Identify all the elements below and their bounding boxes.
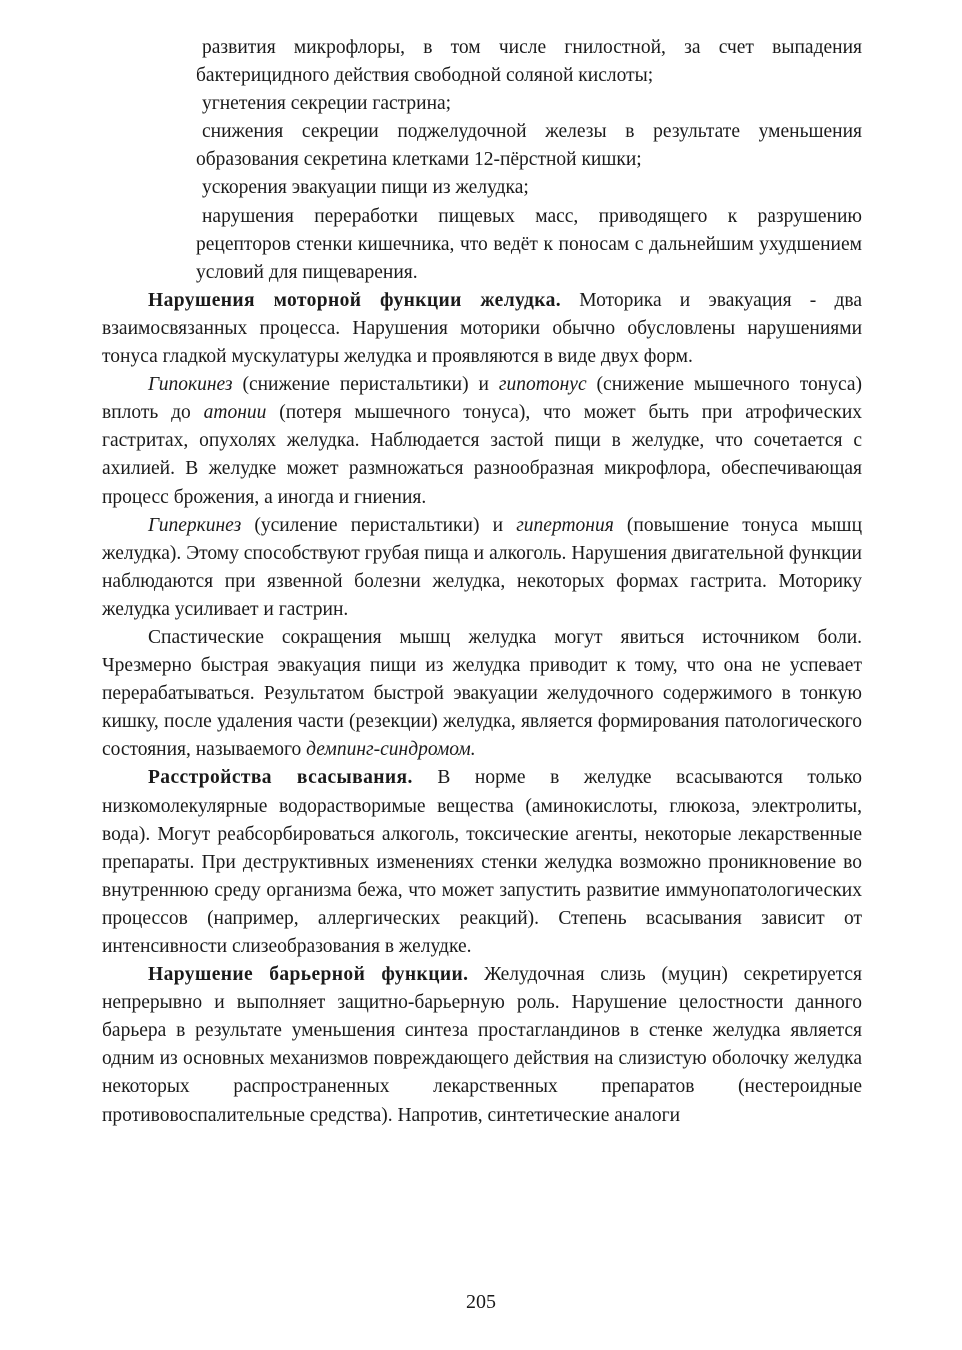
consequence-list <box>102 34 862 287</box>
paragraph-text: (повышение тонуса мышц желудка). Этому способствуют грубая пища и алкоголь. Нарушения двигательной функции наблюдаются при язвенной болезни желудка, некоторых формах гастрита. Моторику желудка усиливает и гастрин. <box>102 514 862 620</box>
term-dumping-syndrome: демпинг-синдромом. <box>306 739 476 761</box>
motor-function-heading: Нарушения моторной функции желудка. <box>148 289 562 311</box>
hypokinesis-paragraph <box>102 371 862 511</box>
hyperkinesis-paragraph <box>102 512 862 624</box>
term-atonia: атонии <box>203 402 267 424</box>
list-item: развития микрофлоры, в том числе гнилостной, за счет выпадения бактерицидного действия свободной соляной кислоты; <box>196 37 862 87</box>
term-hyperkinesis: Гиперкинез <box>148 514 242 536</box>
term-hypertonia: гипертония <box>516 514 614 536</box>
spastic-paragraph <box>102 624 862 764</box>
page-body <box>102 34 862 1130</box>
paragraph-text: Спастические сокращения мышц желудка могут явиться источником боли. Чрезмерно быстрая эвакуация пищи из желудка приводит к тому, что она не успевает перерабатываться. Результатом быстрой эвакуации желудочного содержимого в тонкую кишку, после удаления части (резекции) желудка, является формирования патологического состояния, называемого <box>102 626 862 761</box>
list-item: ускорения эвакуации пищи из желудка; <box>202 177 529 199</box>
term-hypokinesis: Гипокинез <box>148 374 233 396</box>
page-number: 205 <box>466 1291 496 1313</box>
paragraph-text: (усиление перистальтики) и <box>241 514 517 536</box>
list-item: нарушения переработки пищевых масс, приводящего к разрушению рецепторов стенки кишечника, что ведёт к поносам с дальнейшим ухудшением условий для пищеварения. <box>196 205 862 283</box>
absorption-paragraph <box>102 764 862 961</box>
motor-function-paragraph <box>102 287 862 371</box>
absorption-heading: Расстройства всасывания. <box>148 767 413 789</box>
list-item: угнетения секреции гастрина; <box>202 93 452 115</box>
motor-function-text: Моторика и эвакуация - два взаимосвязанных процесса. Нарушения моторики обычно обусловлены нарушениями тонуса гладкой мускулатуры желудка и проявляются в виде двух форм. <box>102 289 862 368</box>
paragraph-text: В норме в желудке всасываются только низкомолекулярные водорастворимые вещества (аминокислоты, глюкоза, электролиты, вода). Могут реабсорбироваться алкоголь, токсические агенты, некоторые лекарственные препараты. При деструктивных изменениях стенки желудка возможно проникновение во внутреннюю среду организма бежа, что может запустить развитие иммунопатологических процессов (например, аллергических реакций). Степень всасывания зависит от интенсивности слизеобразования в желудке. <box>102 767 862 957</box>
barrier-paragraph <box>102 961 862 1130</box>
list-item: снижения секреции поджелудочной железы в результате уменьшения образования секретина клетками 12-пёрстной кишки; <box>196 121 862 171</box>
paragraph-text: Желудочная слизь (муцин) секретируется непрерывно и выполняет защитно-барьерную роль. Нарушение целостности данного барьера в результате уменьшения синтеза простагландинов в стенке желудка является одним из основных механизмов повреждающего действия на слизистую оболочку желудка некоторых распространенных лекарственных препаратов (нестероидные противовоспалительные средства). Напротив, синтетические аналоги <box>102 964 862 1126</box>
barrier-heading: Нарушение барьерной функции. <box>148 964 469 986</box>
term-hypotonus: гипотонус <box>498 374 587 396</box>
paragraph-text: (потеря мышечного тонуса), что может быть при атрофических гастритах, опухолях желудка. Наблюдается застой пищи в желудке, что сочетается с ахилией. В желудке может размножаться разнообразная микрофлора, обеспечивающая процесс брожения, а иногда и гниения. <box>102 402 863 508</box>
paragraph-text: (снижение мышечного тонуса) вплоть до <box>102 374 862 424</box>
paragraph-text: (снижение перистальтики) и <box>232 374 499 396</box>
